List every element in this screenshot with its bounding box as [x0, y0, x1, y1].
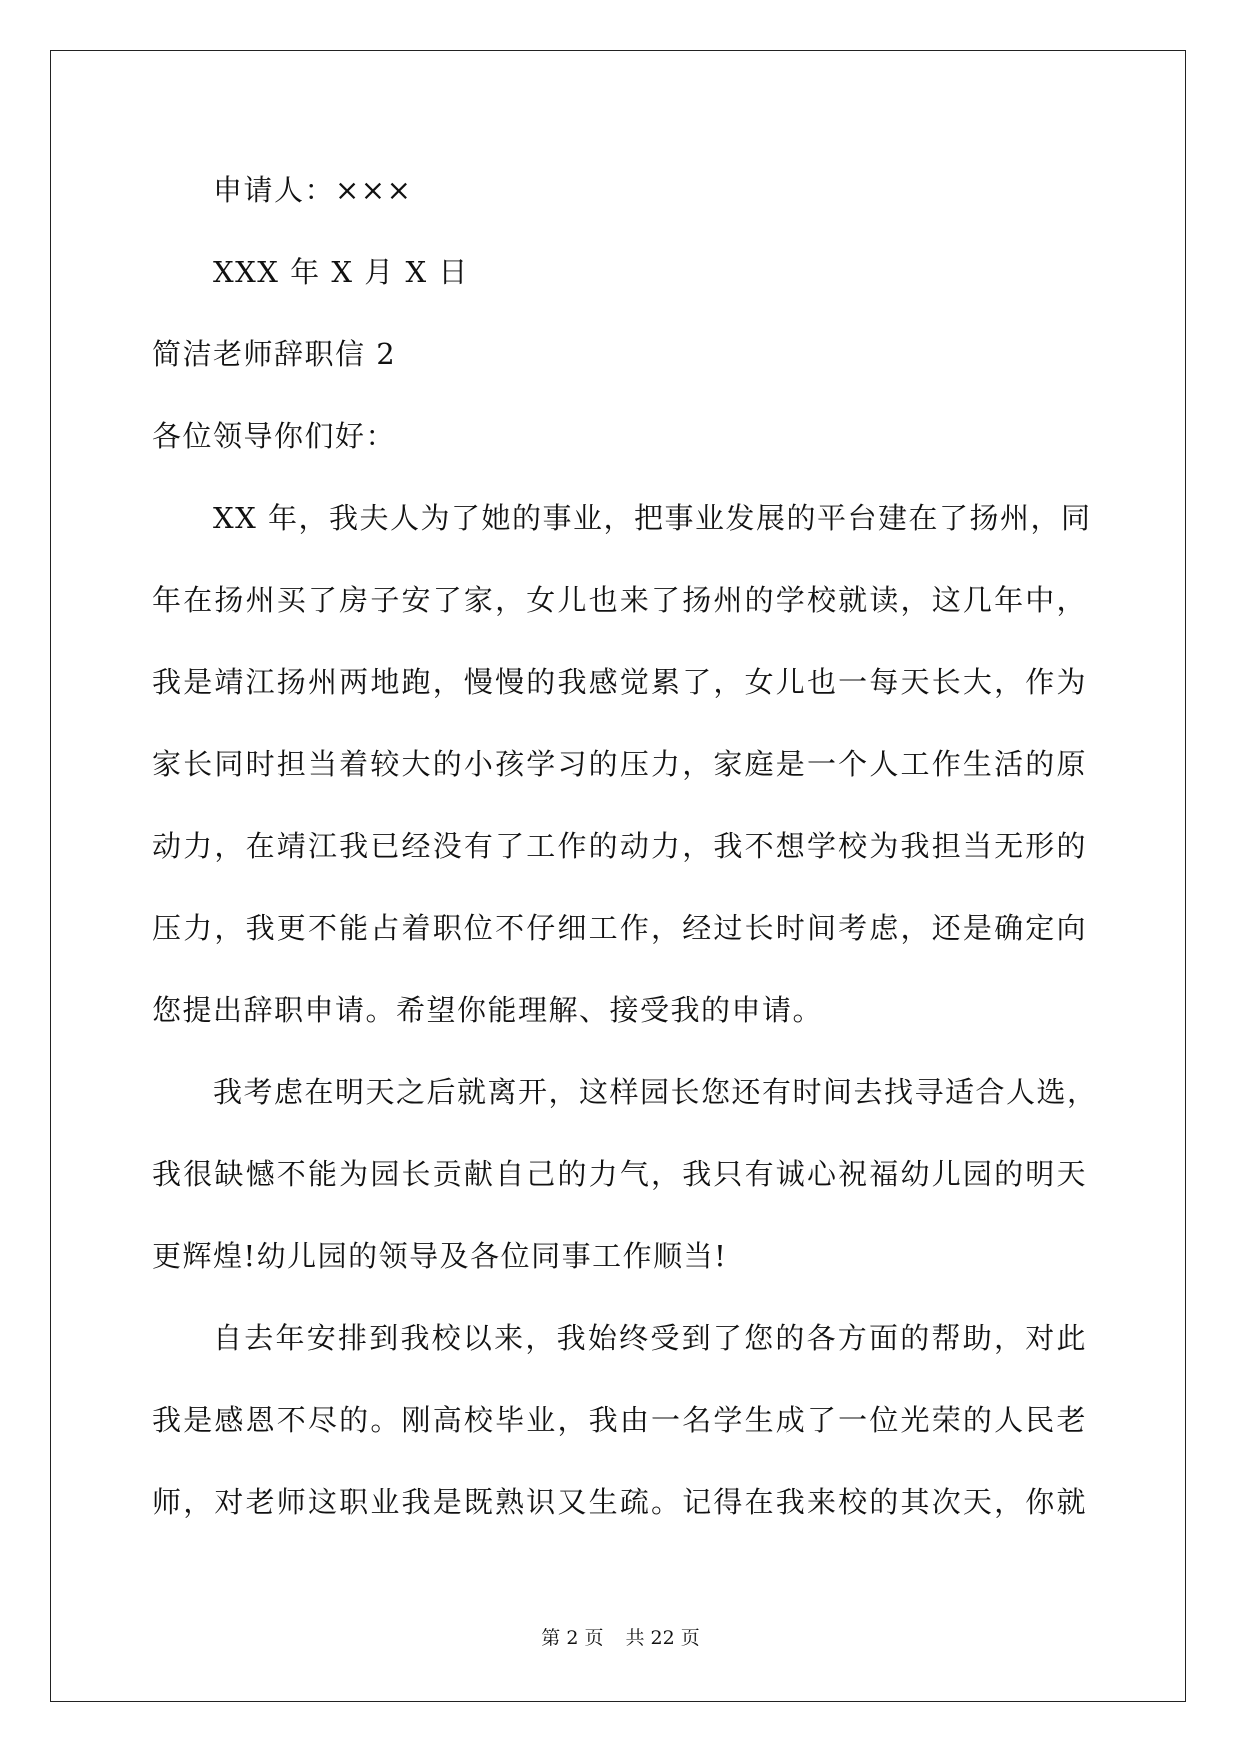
page-total: 共 22 页 — [625, 1627, 700, 1649]
paragraph-1-line-4: 家长同时担当着较大的小孩学习的压力，家庭是一个人工作生活的原 — [152, 747, 1087, 781]
paragraph-1-line-3: 我是靖江扬州两地跑，慢慢的我感觉累了，女儿也一每天长大，作为 — [152, 665, 1087, 699]
paragraph-1-line-1: XX 年，我夫人为了她的事业，把事业发展的平台建在了扬州，同 — [213, 501, 1092, 535]
paragraph-2-line-3: 更辉煌!幼儿园的领导及各位同事工作顺当! — [152, 1239, 728, 1273]
page-border — [50, 50, 1186, 1702]
paragraph-1-line-2: 年在扬州买了房子安了家，女儿也来了扬州的学校就读，这几年中， — [152, 583, 1087, 617]
paragraph-1-line-6: 压力，我更不能占着职位不仔细工作，经过长时间考虑，还是确定向 — [152, 911, 1087, 945]
paragraph-3-line-2: 我是感恩不尽的。刚高校毕业，我由一名学生成了一位光荣的人民老 — [152, 1403, 1087, 1437]
paragraph-2-line-2: 我很缺憾不能为园长贡献自己的力气，我只有诚心祝福幼儿园的明天 — [152, 1157, 1087, 1191]
paragraph-3-line-3: 师，对老师这职业我是既熟识又生疏。记得在我来校的其次天，你就 — [152, 1485, 1087, 1519]
applicant-line: 申请人：××× — [213, 173, 413, 207]
letter-title: 简洁老师辞职信 2 — [152, 337, 397, 371]
date-line: XXX 年 X 月 X 日 — [213, 255, 469, 289]
paragraph-1-line-7: 您提出辞职申请。希望你能理解、接受我的申请。 — [152, 993, 824, 1027]
greeting-line: 各位领导你们好： — [152, 419, 397, 453]
paragraph-2-line-1: 我考虑在明天之后就离开，这样园长您还有时间去找寻适合人选， — [213, 1075, 1098, 1109]
paragraph-3-line-1: 自去年安排到我校以来，我始终受到了您的各方面的帮助，对此 — [213, 1321, 1087, 1355]
page-number: 第 2 页 — [541, 1627, 604, 1649]
page-footer — [0, 1626, 1241, 1650]
paragraph-1-line-5: 动力，在靖江我已经没有了工作的动力，我不想学校为我担当无形的 — [152, 829, 1087, 863]
